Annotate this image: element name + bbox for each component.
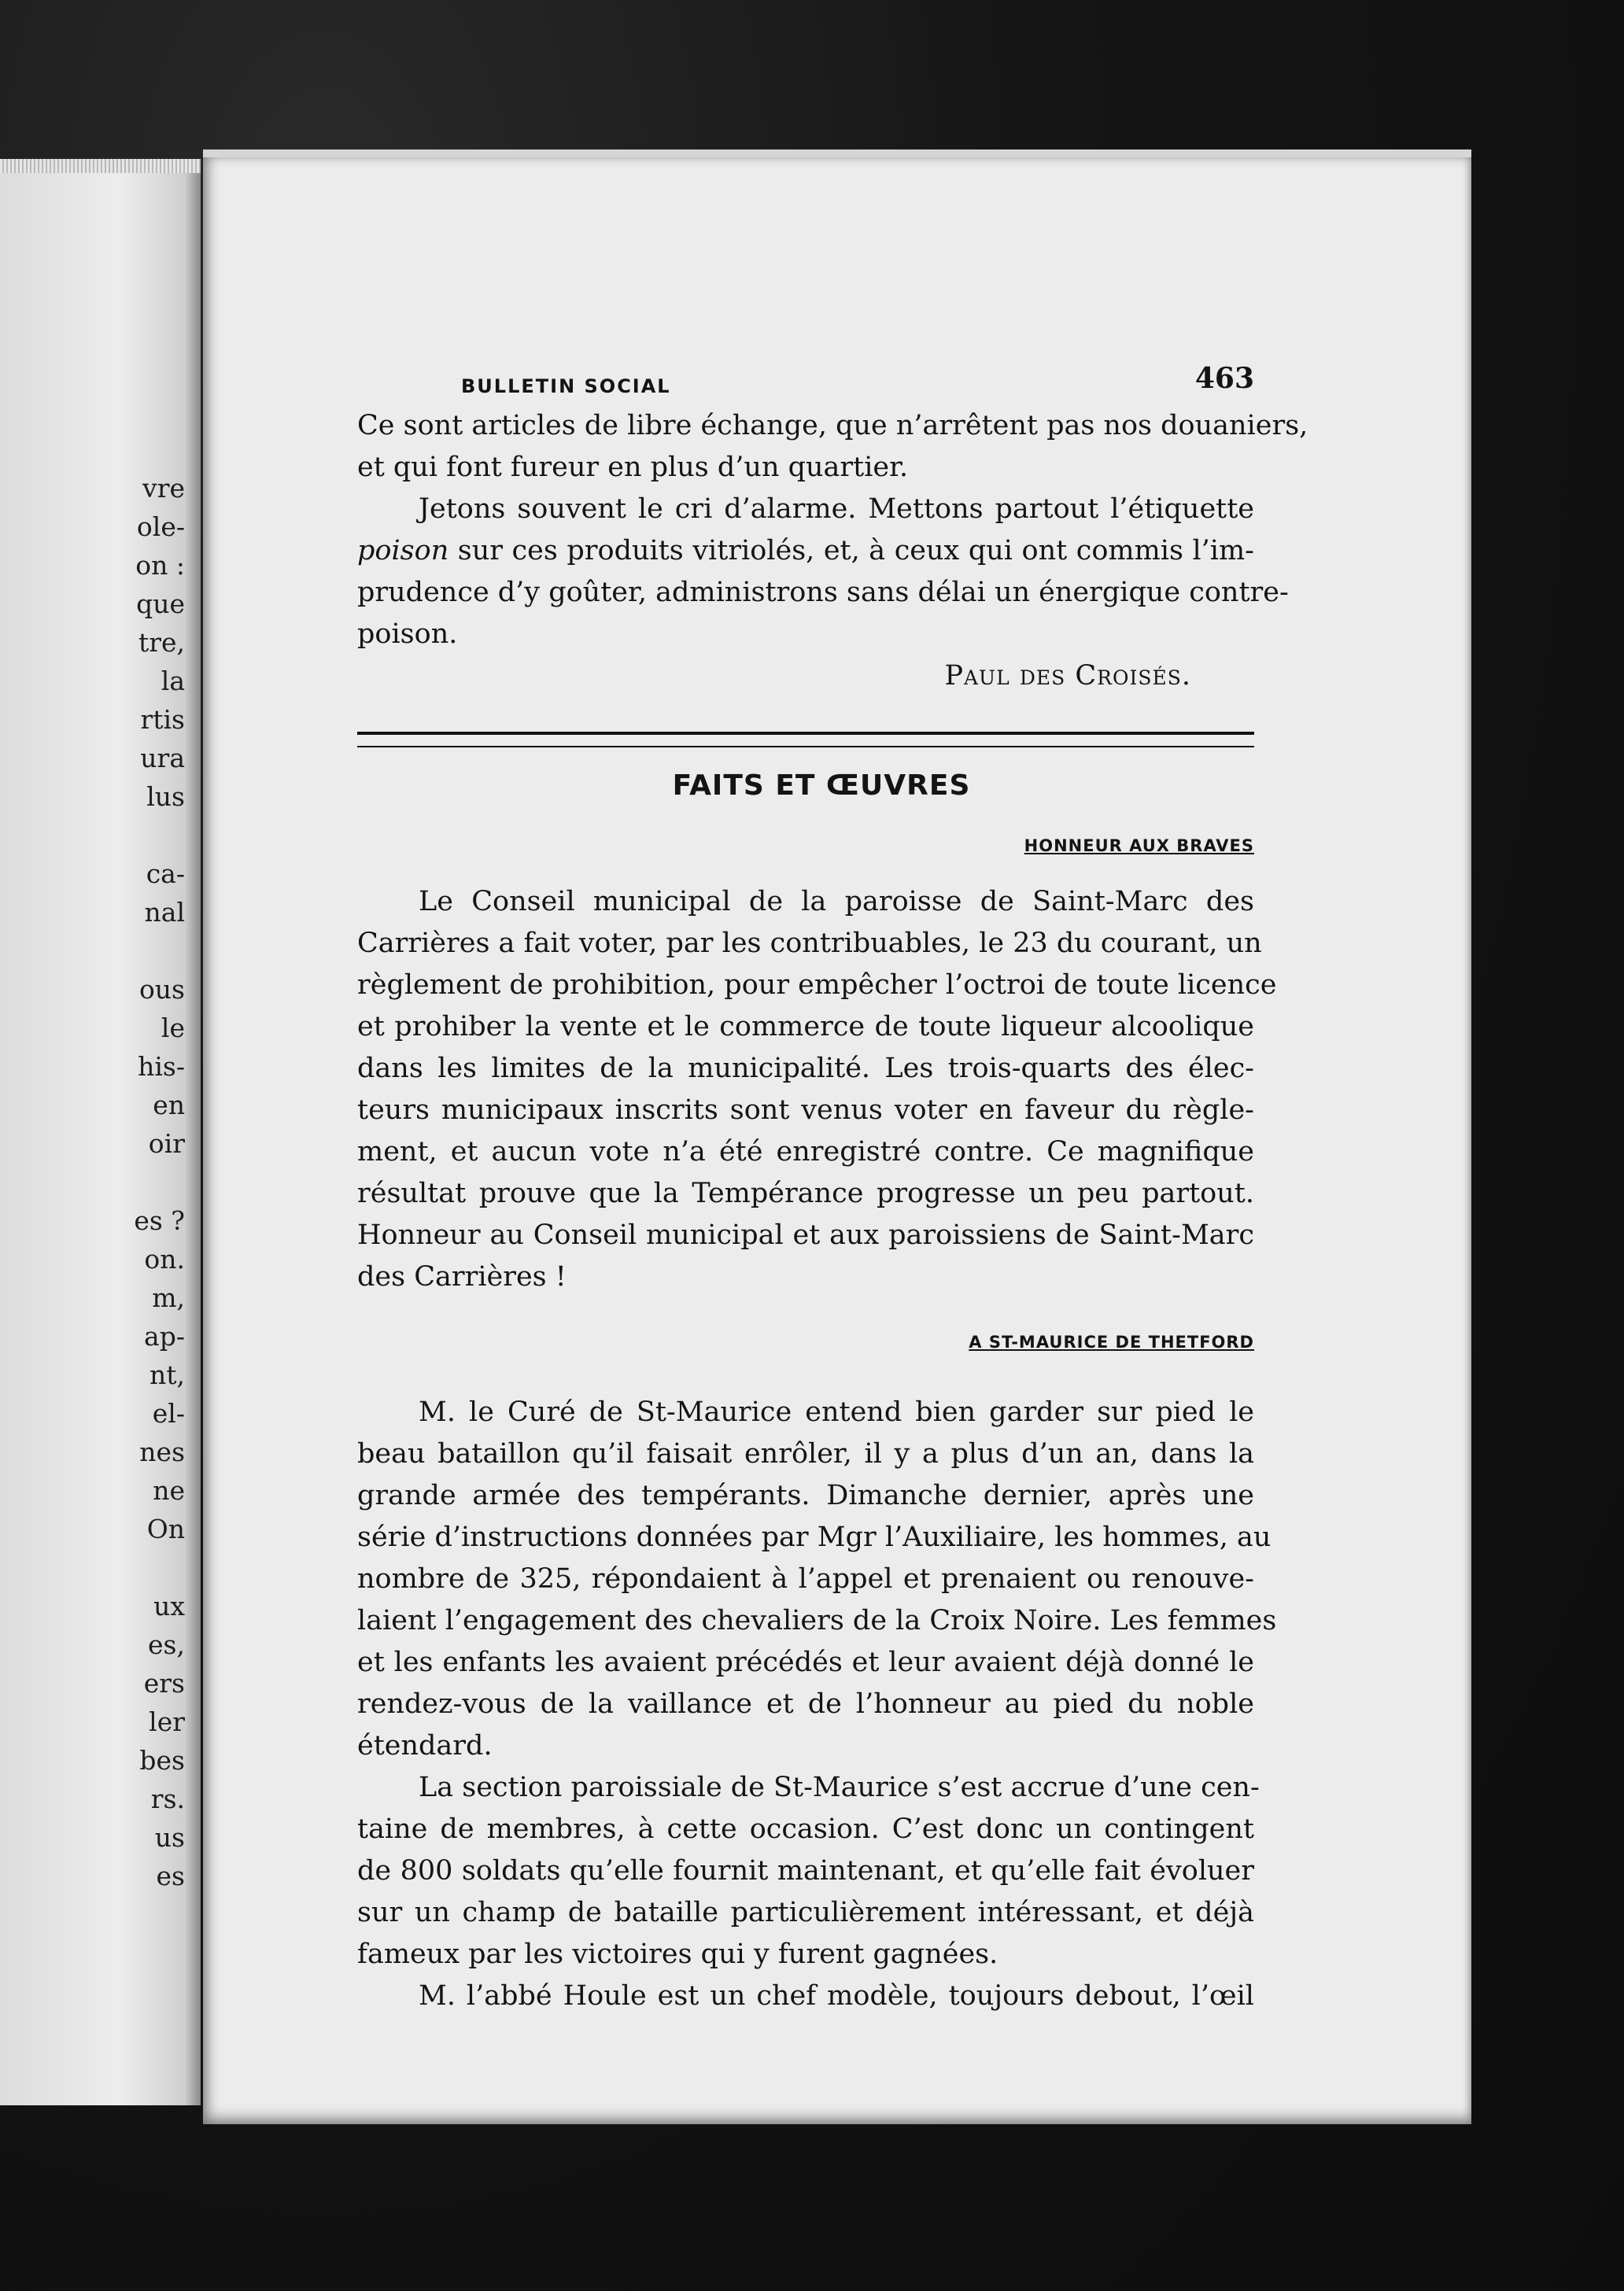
- text-line: taine de membres, à cette occasion. C’est donc un contingent: [357, 1813, 1254, 1845]
- text-line: des Carrières !: [357, 1261, 567, 1293]
- text-line: de 800 soldats qu’elle fournit maintenant, et qu’elle fait évoluer: [357, 1855, 1254, 1887]
- facing-page-line: On: [146, 1514, 185, 1544]
- text-line: [357, 530, 1254, 572]
- text-line: nombre de 325, répondaient à l’appel et prenaient ou renouve-: [357, 1563, 1254, 1595]
- text-line: teurs municipaux inscrits sont venus voter en faveur du règle-: [357, 1094, 1254, 1126]
- facing-page-line: [0, 1548, 185, 1587]
- text-line: sur un champ de bataille particulièrement intéressant, et déjà: [357, 1897, 1254, 1928]
- page-content: [357, 358, 1308, 2017]
- facing-page-line: [0, 932, 185, 970]
- page-number: 463: [1194, 362, 1254, 395]
- text-line: ment, et aucun vote n’a été enregistré contre. Ce magnifique: [357, 1136, 1254, 1168]
- text-line: rendez-vous de la vaillance et de l’honneur au pied du noble: [357, 1688, 1254, 1720]
- facing-page-line: [0, 816, 185, 854]
- facing-page-line: ura: [140, 743, 185, 773]
- facing-page-line: ux: [153, 1591, 185, 1621]
- subheading-st-maurice: A ST-MAURICE DE THETFORD: [969, 1333, 1254, 1352]
- text-line: M. le Curé de St-Maurice entend bien garder sur pied le: [419, 1396, 1254, 1428]
- facing-page-line: ous: [138, 974, 185, 1005]
- facing-page-line: es: [156, 1861, 185, 1891]
- text-line: La section paroissiale de St-Maurice s’est accrue d’une cen-: [419, 1772, 1260, 1803]
- text-line: Jetons souvent le cri d’alarme. Mettons partout l’étiquette: [419, 493, 1254, 525]
- text-line: et qui font fureur en plus d’un quartier.: [357, 452, 909, 483]
- text-line: et prohiber la vente et le commerce de toute liqueur alcoolique: [357, 1011, 1254, 1042]
- text-line: fameux par les victoires qui y furent gagnées.: [357, 1939, 998, 1970]
- facing-page-line: ca-: [146, 858, 185, 889]
- article-st-maurice-paragraph-1: [357, 1392, 1277, 1767]
- facing-page-line: us: [154, 1822, 185, 1853]
- text-line: prudence d’y goûter, administrons sans délai un énergique contre-: [357, 577, 1289, 608]
- facing-page-line: vre: [142, 473, 185, 504]
- text-line: Le Conseil municipal de la paroisse de Saint-Marc des: [419, 886, 1254, 917]
- facing-page-line: le: [161, 1013, 185, 1043]
- facing-page-line: oir: [148, 1128, 185, 1159]
- facing-page-line: tre,: [138, 627, 185, 658]
- facing-page-line: on.: [144, 1244, 185, 1275]
- facing-page-line: [0, 1163, 185, 1201]
- text-line: série d’instructions données par Mgr l’Auxiliaire, les hommes, au: [357, 1522, 1272, 1553]
- facing-page-line: ler: [149, 1706, 185, 1737]
- facing-page-line: his-: [138, 1051, 185, 1082]
- facing-page-line: nes: [139, 1437, 185, 1467]
- subheading-honneur: HONNEUR AUX BRAVES: [1024, 836, 1254, 855]
- facing-page-line: la: [161, 666, 185, 696]
- facing-page-text: [0, 469, 185, 1895]
- facing-page-left: [0, 165, 201, 2105]
- facing-page-line: on :: [135, 550, 185, 581]
- facing-page-line: ne: [153, 1475, 185, 1506]
- text-line: laient l’engagement des chevaliers de la Croix Noire. Les femmes: [357, 1605, 1277, 1636]
- facing-page-line: el-: [152, 1398, 185, 1429]
- author-signature: Paul des Croisés.: [944, 660, 1191, 692]
- facing-page-line: es ?: [134, 1205, 185, 1236]
- text-line: beau bataillon qu’il faisait enrôler, il y a plus d’un an, dans la: [357, 1438, 1254, 1470]
- italic-word: poison: [357, 535, 449, 566]
- facing-page-line: nal: [144, 897, 185, 928]
- text-line: et les enfants les avaient précédés et leur avaient déjà donné le: [357, 1647, 1254, 1678]
- facing-page-line: lus: [146, 781, 185, 812]
- page-edge: [0, 159, 201, 173]
- text-line: étendard.: [357, 1730, 493, 1762]
- text-line: règlement de prohibition, pour empêcher l’octroi de toute licence: [357, 969, 1277, 1001]
- double-rule-divider: [357, 732, 1254, 747]
- facing-page-line: es,: [148, 1629, 185, 1660]
- facing-page-line: ers: [143, 1668, 185, 1699]
- text-line: dans les limites de la municipalité. Les trois-quarts des élec-: [357, 1053, 1254, 1084]
- facing-page-line: que: [136, 588, 185, 619]
- document-page: [203, 149, 1471, 2124]
- facing-page-line: rtis: [140, 704, 185, 735]
- section-title: FAITS ET ŒUVRES: [672, 769, 971, 802]
- facing-page-line: ole-: [136, 511, 185, 542]
- facing-page-line: rs.: [150, 1784, 185, 1814]
- intro-paragraph-1: [357, 405, 1308, 489]
- text-line: Carrières a fait voter, par les contribuables, le 23 du courant, un: [357, 928, 1262, 959]
- running-title: BULLETIN SOCIAL: [461, 375, 671, 397]
- text-line: M. l’abbé Houle est un chef modèle, toujours debout, l’œil: [419, 1980, 1254, 2012]
- article-st-maurice-paragraph-3: [357, 1976, 1254, 2017]
- intro-paragraph-2: [357, 489, 1289, 655]
- text-fragment: sur ces produits vitriolés, et, à ceux qui ont commis l’im-: [448, 535, 1254, 566]
- text-line: Honneur au Conseil municipal et aux paroissiens de Saint-Marc: [357, 1219, 1254, 1251]
- facing-page-line: bes: [139, 1745, 185, 1776]
- text-line: résultat prouve que la Tempérance progresse un peu partout.: [357, 1178, 1254, 1209]
- text-line: poison.: [357, 618, 458, 650]
- article-honneur-paragraph: [357, 881, 1277, 1298]
- facing-page-line: ap-: [144, 1321, 185, 1352]
- text-line: grande armée des tempérants. Dimanche dernier, après une: [357, 1480, 1254, 1511]
- running-header: [357, 358, 1254, 405]
- facing-page-line: en: [153, 1090, 185, 1120]
- text-line: Ce sont articles de libre échange, que n’arrêtent pas nos douaniers,: [357, 410, 1308, 441]
- facing-page-line: nt,: [149, 1359, 185, 1390]
- article-st-maurice-paragraph-2: [357, 1767, 1260, 1976]
- facing-page-line: m,: [152, 1282, 185, 1313]
